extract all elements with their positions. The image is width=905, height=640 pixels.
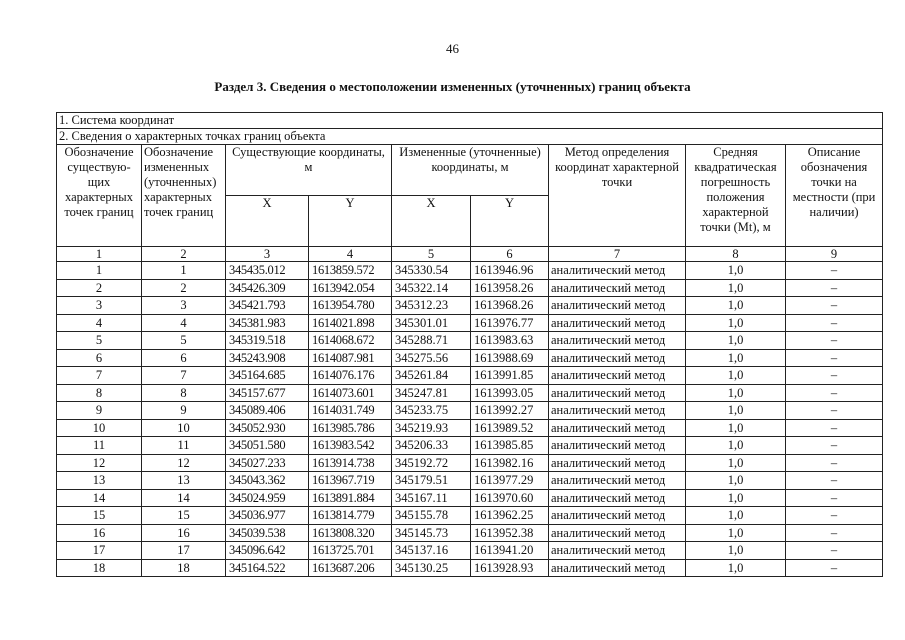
changed-point-cell: 7 [142, 367, 226, 385]
changed-y-cell: 1613982.16 [471, 454, 549, 472]
table-row [57, 419, 883, 437]
method-cell: аналитический метод [549, 437, 686, 455]
existing-x-cell: 345243.908 [226, 349, 309, 367]
changed-y-cell: 1613976.77 [471, 314, 549, 332]
existing-x-cell: 345052.930 [226, 419, 309, 437]
existing-point-cell: 13 [57, 472, 142, 490]
method-cell: аналитический метод [549, 262, 686, 280]
changed-x-cell: 345275.56 [392, 349, 471, 367]
existing-point-cell: 7 [57, 367, 142, 385]
table-row [57, 454, 883, 472]
changed-point-cell: 10 [142, 419, 226, 437]
column-number: 7 [549, 247, 686, 262]
error-cell: 1,0 [686, 489, 786, 507]
description-cell: – [786, 297, 883, 315]
existing-y-cell: 1613814.779 [309, 507, 392, 525]
existing-point-cell: 1 [57, 262, 142, 280]
existing-point-cell: 4 [57, 314, 142, 332]
existing-point-cell: 2 [57, 279, 142, 297]
existing-x-cell: 345051.580 [226, 437, 309, 455]
description-cell: – [786, 332, 883, 350]
changed-point-cell: 5 [142, 332, 226, 350]
changed-y-cell: 1613958.26 [471, 279, 549, 297]
existing-y-cell: 1613983.542 [309, 437, 392, 455]
existing-y-cell: 1613725.701 [309, 542, 392, 560]
error-cell: 1,0 [686, 384, 786, 402]
error-cell: 1,0 [686, 454, 786, 472]
changed-point-cell: 9 [142, 402, 226, 420]
changed-x-cell: 345312.23 [392, 297, 471, 315]
method-cell: аналитический метод [549, 349, 686, 367]
description-cell: – [786, 262, 883, 280]
description-cell: – [786, 384, 883, 402]
table-row [57, 297, 883, 315]
changed-point-cell: 2 [142, 279, 226, 297]
existing-point-cell: 15 [57, 507, 142, 525]
coord-system-row: 1. Система координат [57, 113, 883, 129]
error-cell: 1,0 [686, 332, 786, 350]
description-cell: – [786, 559, 883, 577]
existing-point-cell: 14 [57, 489, 142, 507]
existing-point-cell: 9 [57, 402, 142, 420]
existing-point-cell: 8 [57, 384, 142, 402]
changed-point-cell: 15 [142, 507, 226, 525]
existing-x-cell: 345036.977 [226, 507, 309, 525]
changed-x-cell: 345179.51 [392, 472, 471, 490]
existing-point-cell: 18 [57, 559, 142, 577]
existing-point-cell: 16 [57, 524, 142, 542]
method-cell: аналитический метод [549, 279, 686, 297]
existing-x-cell: 345089.406 [226, 402, 309, 420]
changed-x-cell: 345192.72 [392, 454, 471, 472]
existing-x-cell: 345164.522 [226, 559, 309, 577]
changed-point-cell: 13 [142, 472, 226, 490]
method-cell: аналитический метод [549, 559, 686, 577]
column-numbers-row [57, 247, 883, 262]
changed-x-cell: 345130.25 [392, 559, 471, 577]
changed-point-cell: 6 [142, 349, 226, 367]
changed-y-cell: 1613992.27 [471, 402, 549, 420]
changed-y-cell: 1613991.85 [471, 367, 549, 385]
error-cell: 1,0 [686, 262, 786, 280]
error-cell: 1,0 [686, 402, 786, 420]
table-row [57, 489, 883, 507]
existing-x-cell: 345096.642 [226, 542, 309, 560]
error-cell: 1,0 [686, 349, 786, 367]
table-row [57, 524, 883, 542]
existing-y-cell: 1614076.176 [309, 367, 392, 385]
points-info-row: 2. Сведения о характерных точках границ объекта [57, 129, 883, 145]
existing-y-cell: 1613914.738 [309, 454, 392, 472]
changed-x-cell: 345301.01 [392, 314, 471, 332]
description-cell: – [786, 472, 883, 490]
error-cell: 1,0 [686, 472, 786, 490]
error-cell: 1,0 [686, 542, 786, 560]
table-row [57, 262, 883, 280]
changed-y-cell: 1613970.60 [471, 489, 549, 507]
existing-point-cell: 3 [57, 297, 142, 315]
column-number: 1 [57, 247, 142, 262]
changed-x-cell: 345206.33 [392, 437, 471, 455]
changed-x-cell: 345247.81 [392, 384, 471, 402]
changed-x-cell: 345145.73 [392, 524, 471, 542]
existing-x-cell: 345164.685 [226, 367, 309, 385]
description-cell: – [786, 524, 883, 542]
header-changed-points: Обозначение измененных (уточненных) характерных точек границ [142, 145, 226, 247]
method-cell: аналитический метод [549, 367, 686, 385]
header-existing-points: Обозначение существую-щих характерных точек границ [57, 145, 142, 247]
section-title: Раздел 3. Сведения о местоположении измененных (уточненных) границ объекта [214, 79, 691, 94]
changed-x-cell: 345219.93 [392, 419, 471, 437]
existing-point-cell: 17 [57, 542, 142, 560]
changed-y-cell: 1613928.93 [471, 559, 549, 577]
method-cell: аналитический метод [549, 524, 686, 542]
existing-y-cell: 1614031.749 [309, 402, 392, 420]
error-cell: 1,0 [686, 297, 786, 315]
column-number: 6 [471, 247, 549, 262]
table-row [57, 384, 883, 402]
method-cell: аналитический метод [549, 332, 686, 350]
error-cell: 1,0 [686, 507, 786, 525]
changed-y-cell: 1613977.29 [471, 472, 549, 490]
error-cell: 1,0 [686, 367, 786, 385]
method-cell: аналитический метод [549, 454, 686, 472]
method-cell: аналитический метод [549, 402, 686, 420]
existing-x-cell: 345024.959 [226, 489, 309, 507]
header-description: Описание обозначения точки на местности (при наличии) [786, 145, 883, 247]
existing-x-cell: 345039.538 [226, 524, 309, 542]
changed-point-cell: 1 [142, 262, 226, 280]
changed-x-cell: 345330.54 [392, 262, 471, 280]
changed-y-cell: 1613993.05 [471, 384, 549, 402]
changed-y-cell: 1613985.85 [471, 437, 549, 455]
table-row [57, 314, 883, 332]
changed-y-cell: 1613988.69 [471, 349, 549, 367]
existing-y-cell: 1613954.780 [309, 297, 392, 315]
column-number: 8 [686, 247, 786, 262]
existing-x-cell: 345157.677 [226, 384, 309, 402]
table-row [57, 472, 883, 490]
changed-point-cell: 17 [142, 542, 226, 560]
header-y-existing: Y [309, 196, 392, 247]
method-cell: аналитический метод [549, 314, 686, 332]
header-existing-coords: Существующие координаты, м [226, 145, 392, 196]
changed-x-cell: 345137.16 [392, 542, 471, 560]
existing-point-cell: 12 [57, 454, 142, 472]
error-cell: 1,0 [686, 559, 786, 577]
header-y-changed: Y [471, 196, 549, 247]
description-cell: – [786, 542, 883, 560]
existing-point-cell: 6 [57, 349, 142, 367]
existing-y-cell: 1613967.719 [309, 472, 392, 490]
method-cell: аналитический метод [549, 384, 686, 402]
table-row [57, 402, 883, 420]
column-number: 2 [142, 247, 226, 262]
description-cell: – [786, 279, 883, 297]
method-cell: аналитический метод [549, 542, 686, 560]
existing-y-cell: 1614068.672 [309, 332, 392, 350]
existing-y-cell: 1613985.786 [309, 419, 392, 437]
changed-point-cell: 8 [142, 384, 226, 402]
description-cell: – [786, 349, 883, 367]
method-cell: аналитический метод [549, 507, 686, 525]
column-number: 9 [786, 247, 883, 262]
error-cell: 1,0 [686, 314, 786, 332]
existing-y-cell: 1614087.981 [309, 349, 392, 367]
method-cell: аналитический метод [549, 472, 686, 490]
error-cell: 1,0 [686, 279, 786, 297]
column-number: 5 [392, 247, 471, 262]
table-row [57, 507, 883, 525]
existing-y-cell: 1613808.320 [309, 524, 392, 542]
changed-y-cell: 1613952.38 [471, 524, 549, 542]
method-cell: аналитический метод [549, 297, 686, 315]
table-row [57, 542, 883, 560]
changed-point-cell: 14 [142, 489, 226, 507]
changed-y-cell: 1613946.96 [471, 262, 549, 280]
existing-y-cell: 1613942.054 [309, 279, 392, 297]
description-cell: – [786, 437, 883, 455]
table-row [57, 437, 883, 455]
existing-x-cell: 345381.983 [226, 314, 309, 332]
description-cell: – [786, 507, 883, 525]
table-row [57, 367, 883, 385]
existing-y-cell: 1614021.898 [309, 314, 392, 332]
page-number: 46 [446, 41, 459, 56]
changed-point-cell: 3 [142, 297, 226, 315]
changed-x-cell: 345167.11 [392, 489, 471, 507]
existing-x-cell: 345421.793 [226, 297, 309, 315]
changed-x-cell: 345155.78 [392, 507, 471, 525]
description-cell: – [786, 419, 883, 437]
existing-x-cell: 345319.518 [226, 332, 309, 350]
changed-y-cell: 1613962.25 [471, 507, 549, 525]
existing-point-cell: 11 [57, 437, 142, 455]
existing-y-cell: 1613687.206 [309, 559, 392, 577]
changed-y-cell: 1613941.20 [471, 542, 549, 560]
method-cell: аналитический метод [549, 489, 686, 507]
header-method: Метод определения координат характерной точки [549, 145, 686, 247]
existing-x-cell: 345435.012 [226, 262, 309, 280]
table-row [57, 279, 883, 297]
description-cell: – [786, 402, 883, 420]
error-cell: 1,0 [686, 524, 786, 542]
description-cell: – [786, 314, 883, 332]
description-cell: – [786, 367, 883, 385]
description-cell: – [786, 454, 883, 472]
changed-point-cell: 18 [142, 559, 226, 577]
boundary-points-table [56, 112, 883, 577]
existing-x-cell: 345027.233 [226, 454, 309, 472]
column-number: 4 [309, 247, 392, 262]
column-number: 3 [226, 247, 309, 262]
existing-y-cell: 1613859.572 [309, 262, 392, 280]
changed-y-cell: 1613989.52 [471, 419, 549, 437]
changed-x-cell: 345288.71 [392, 332, 471, 350]
existing-point-cell: 10 [57, 419, 142, 437]
table-row [57, 559, 883, 577]
header-changed-coords: Измененные (уточненные) координаты, м [392, 145, 549, 196]
error-cell: 1,0 [686, 437, 786, 455]
changed-x-cell: 345233.75 [392, 402, 471, 420]
changed-y-cell: 1613983.63 [471, 332, 549, 350]
changed-point-cell: 4 [142, 314, 226, 332]
header-error: Средняя квадратическая погрешность положения характерной точки (Mt), м [686, 145, 786, 247]
table-row [57, 332, 883, 350]
error-cell: 1,0 [686, 419, 786, 437]
changed-x-cell: 345261.84 [392, 367, 471, 385]
table-row [57, 349, 883, 367]
existing-y-cell: 1614073.601 [309, 384, 392, 402]
changed-x-cell: 345322.14 [392, 279, 471, 297]
changed-point-cell: 12 [142, 454, 226, 472]
method-cell: аналитический метод [549, 419, 686, 437]
header-x-existing: X [226, 196, 309, 247]
existing-x-cell: 345043.362 [226, 472, 309, 490]
changed-point-cell: 16 [142, 524, 226, 542]
description-cell: – [786, 489, 883, 507]
existing-y-cell: 1613891.884 [309, 489, 392, 507]
changed-point-cell: 11 [142, 437, 226, 455]
existing-point-cell: 5 [57, 332, 142, 350]
existing-x-cell: 345426.309 [226, 279, 309, 297]
header-x-changed: X [392, 196, 471, 247]
changed-y-cell: 1613968.26 [471, 297, 549, 315]
